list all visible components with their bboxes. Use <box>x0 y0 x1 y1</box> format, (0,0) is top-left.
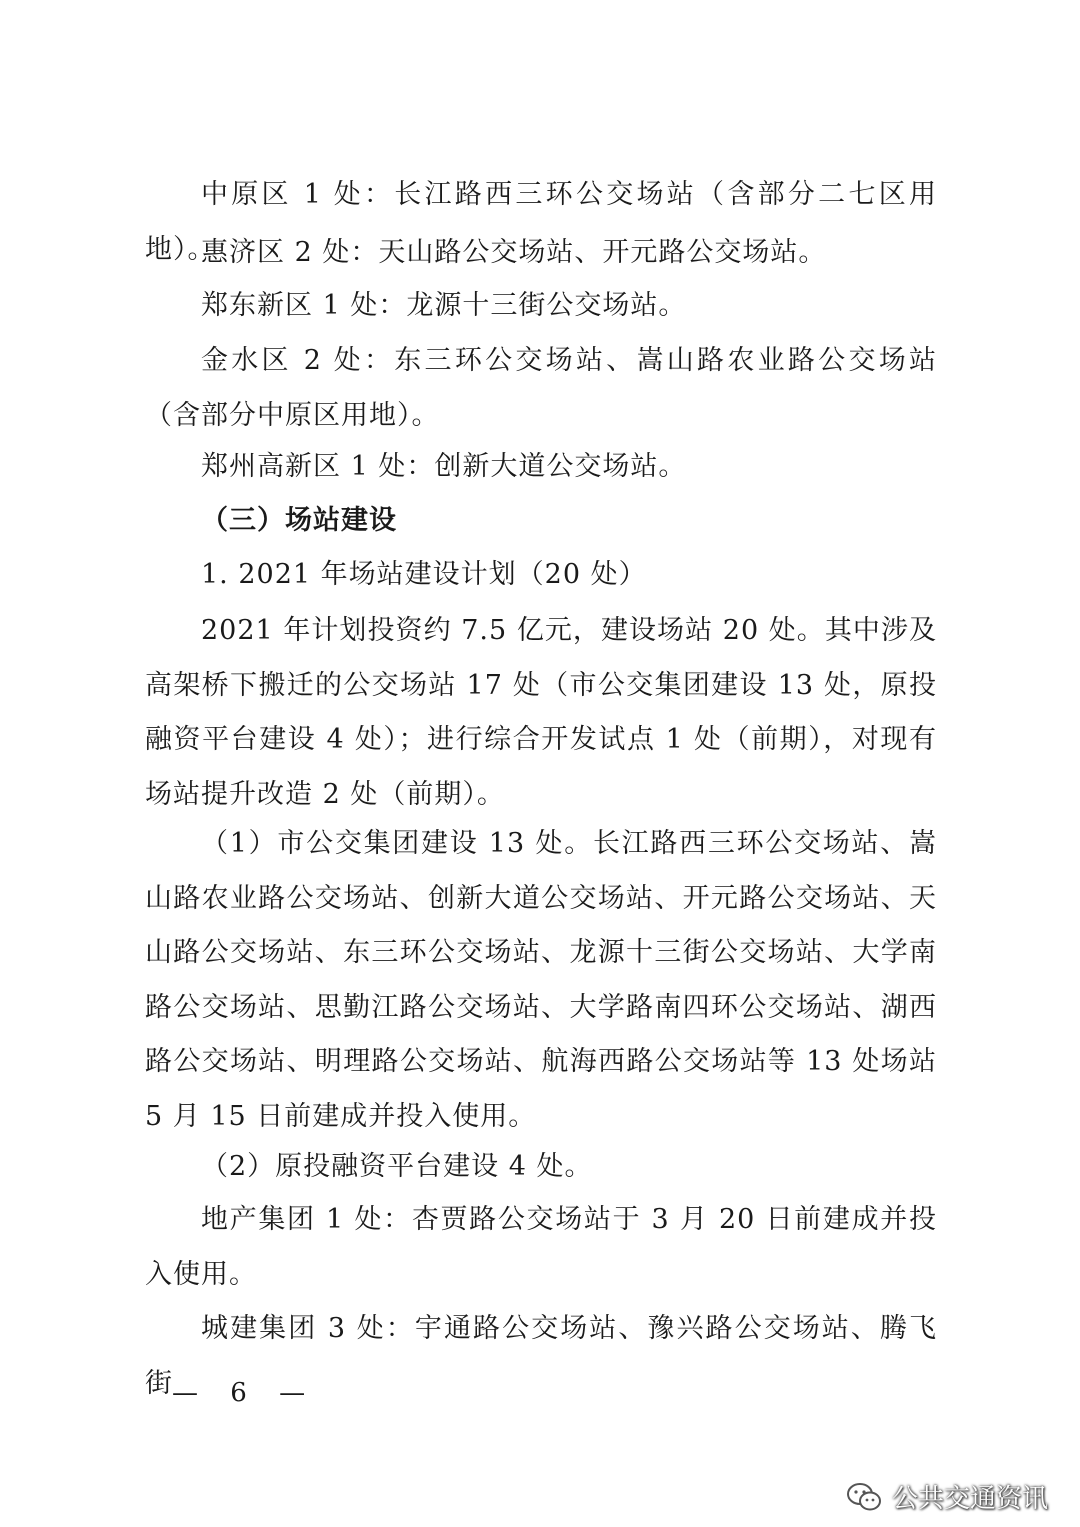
wechat-icon <box>846 1482 882 1512</box>
paragraph-zhongyuan: 中原区 1 处：长江路西三环公交场站（含部分二七区用地）。 <box>145 179 937 265</box>
paragraph-plan-summary: 2021 年计划投资约 7.5 亿元，建设场站 20 处。其中涉及高架桥下搬迁的公交场站 17 处（市公交集团建设 13 处，原投融资平台建设 4 处）；进行综合开发试点 1 处（前期），对现有场站提升改造 2 处（前期）。 <box>145 615 937 810</box>
section-heading: （三）场站建设 <box>201 505 397 536</box>
paragraph-urban-construction-group: 城建集团 3 处：宇通路公交场站、豫兴路公交场站、腾飞街 <box>145 1313 937 1399</box>
watermark-text: 公共交通资讯 <box>891 1484 1048 1514</box>
paragraph-zhengdong: 郑东新区 1 处：龙源十三街公交场站。 <box>201 290 687 321</box>
paragraph-jinshui: 金水区 2 处：东三环公交场站、嵩山路农业路公交场站（含部分中原区用地）。 <box>145 345 937 431</box>
subsection-heading: 1. 2021 年场站建设计划（20 处） <box>201 559 647 590</box>
paragraph-gaoxin: 郑州高新区 1 处：创新大道公交场站。 <box>201 451 687 482</box>
page-number: — 6 — <box>172 1378 318 1408</box>
paragraph-financing-platform: （2）原投融资平台建设 4 处。 <box>201 1151 593 1182</box>
paragraph-bus-group: （1）市公交集团建设 13 处。长江路西三环公交场站、嵩山路农业路公交场站、创新大道公交场站、开元路公交场站、天山路公交场站、东三环公交场站、龙源十三街公交场站、大学南路公交场站、思勤江路公交场站、大学路南四环公交场站、湖西路公交场站、明理路公交场站、航海西路公交场站等 13 处场站 5 月 15 日前建成并投入使用。 <box>145 828 937 1132</box>
paragraph-huiji: 惠济区 2 处：天山路公交场站、开元路公交场站。 <box>201 237 827 268</box>
paragraph-real-estate-group: 地产集团 1 处：杏贾路公交场站于 3 月 20 日前建成并投入使用。 <box>145 1204 937 1290</box>
watermark <box>846 1478 1048 1515</box>
